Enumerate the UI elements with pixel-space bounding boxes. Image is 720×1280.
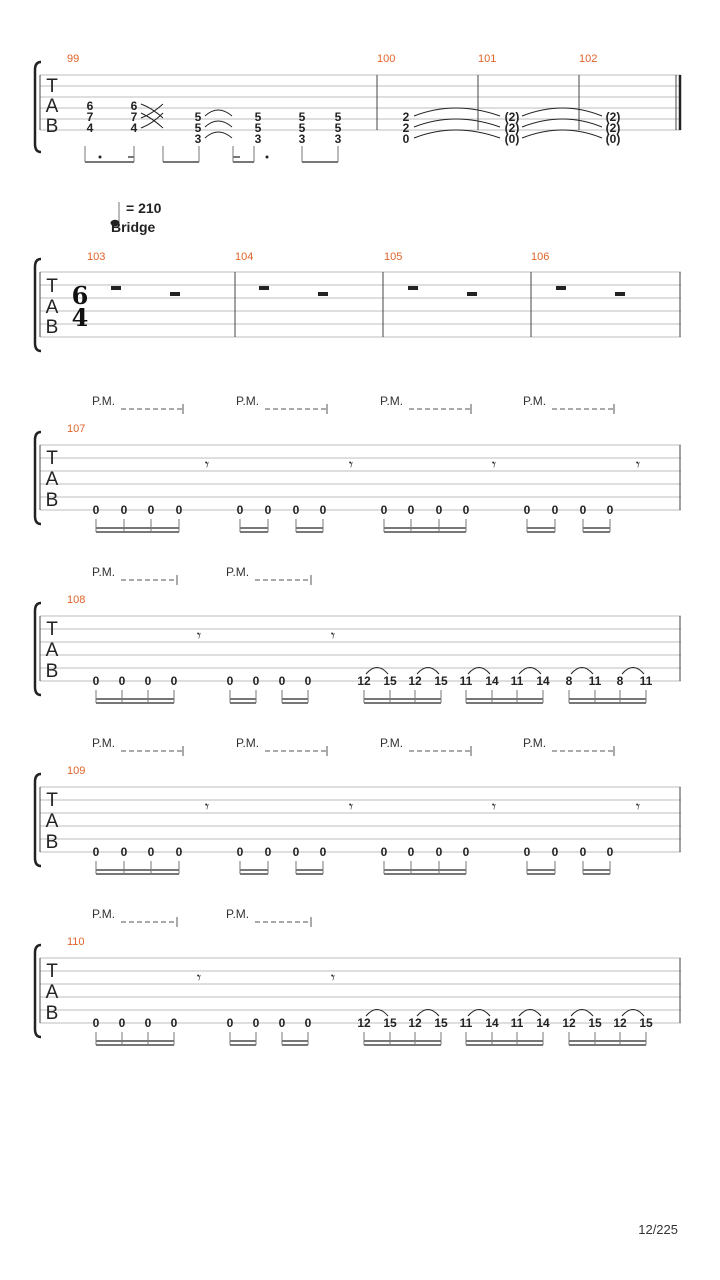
fret-number: 4 (86, 121, 94, 135)
fret-number: 0 (175, 845, 183, 859)
fret-number: 14 (485, 1016, 499, 1030)
fret-number: (2) (605, 110, 621, 124)
measure-number: 105 (384, 251, 403, 263)
half-rest (615, 292, 625, 296)
eighth-rest-icon: 𝄾 (491, 797, 497, 816)
palm-mute-label: P.M. (380, 736, 404, 750)
eighth-rest-icon: 𝄾 (196, 626, 202, 645)
fret-number: 5 (254, 110, 262, 124)
rhythm (96, 861, 610, 874)
staff-lines (40, 958, 681, 1023)
palm-mute (92, 394, 183, 414)
palm-mute (226, 565, 311, 585)
fret-number: 11 (459, 674, 473, 688)
system-2 (35, 251, 681, 351)
fret-number: 0 (380, 845, 388, 859)
eighth-rest-icon: 𝄾 (348, 455, 354, 474)
eighth-rest-icon: 𝄾 (635, 797, 641, 816)
half-rest (318, 292, 328, 296)
palm-mute (523, 736, 614, 756)
fret-number: 0 (147, 845, 155, 859)
fret-number: 0 (579, 503, 587, 517)
fret-number: (0) (605, 132, 621, 146)
eighth-rest-icon: 𝄾 (330, 626, 336, 645)
fret-number: 15 (639, 1016, 653, 1030)
fret-number: 0 (264, 845, 272, 859)
fret-number: 0 (579, 845, 587, 859)
staff-lines (40, 272, 681, 337)
fret-number: 0 (120, 503, 128, 517)
palm-mute-label: P.M. (92, 907, 116, 921)
fret-number: 14 (536, 674, 550, 688)
rests (111, 286, 625, 296)
eighth-rest-icon: 𝄾 (196, 968, 202, 987)
tab-letter-b: B (45, 490, 59, 511)
fret-number: 0 (606, 845, 614, 859)
fret-number: 0 (523, 503, 531, 517)
section-label: Bridge (111, 219, 156, 235)
page-number: 12/225 (638, 1222, 678, 1237)
eighth-rest-icon: 𝄾 (491, 455, 497, 474)
chord (403, 110, 410, 146)
palm-mute-label: P.M. (226, 907, 250, 921)
chord (255, 110, 262, 146)
palm-mute-label: P.M. (92, 565, 116, 579)
fret-number: 0 (264, 503, 272, 517)
tab-letter-b: B (45, 116, 59, 137)
fret-number: 12 (357, 1016, 371, 1030)
fret-number: 2 (402, 110, 410, 124)
fret-number: 11 (588, 674, 602, 688)
tab-letter-t: T (46, 276, 58, 297)
fret-number: 12 (562, 1016, 576, 1030)
rhythm (96, 1032, 646, 1045)
system-4 (35, 565, 681, 703)
tab-letter-t: T (46, 961, 58, 982)
fret-number: 0 (175, 503, 183, 517)
fret-number: (0) (504, 132, 520, 146)
fret-number: 0 (118, 674, 126, 688)
time-signature-top: 6 (71, 281, 89, 310)
fret-number: 11 (510, 674, 524, 688)
system-3 (35, 394, 681, 532)
chord (505, 110, 520, 146)
fret-number: 12 (613, 1016, 627, 1030)
fret-number: 0 (92, 1016, 100, 1030)
fret-number: 3 (194, 132, 202, 146)
fret-number: 8 (565, 674, 573, 688)
palm-mute-label: P.M. (523, 736, 547, 750)
fret-number: 5 (298, 110, 306, 124)
fret-number: 0 (523, 845, 531, 859)
fret-number: 7 (130, 110, 138, 124)
chord (131, 99, 138, 135)
whole-rest (556, 286, 566, 290)
fret-number: 0 (380, 503, 388, 517)
fret-number: 0 (435, 503, 443, 517)
whole-rest (259, 286, 269, 290)
palm-mute-label: P.M. (236, 736, 260, 750)
fret-number: 4 (130, 121, 138, 135)
half-rest (170, 292, 180, 296)
measure-number: 100 (377, 53, 396, 65)
fret-number: 0 (226, 1016, 234, 1030)
tab-letter-t: T (46, 448, 58, 469)
fret-number: 5 (334, 110, 342, 124)
measure-number: 110 (67, 936, 85, 948)
fret-number: 0 (407, 845, 415, 859)
fret-number: 0 (407, 503, 415, 517)
whole-rest (111, 286, 121, 290)
fret-number: 0 (551, 503, 559, 517)
fret-number: 0 (92, 674, 100, 688)
fret-number: 0 (292, 845, 300, 859)
fret-number: 5 (194, 110, 202, 124)
fret-number: 12 (408, 1016, 422, 1030)
measure-number: 99 (67, 53, 80, 65)
fret-number: 14 (485, 674, 499, 688)
rhythm (96, 519, 610, 532)
fret-number: 0 (147, 503, 155, 517)
palm-mute-label: P.M. (523, 394, 547, 408)
system-5 (35, 736, 681, 874)
fret-number: 0 (144, 1016, 152, 1030)
fret-number: 0 (252, 674, 260, 688)
fret-number: (2) (504, 110, 520, 124)
tab-letter-t: T (46, 76, 58, 97)
palm-mute-label: P.M. (92, 394, 116, 408)
tab-letter-b: B (45, 661, 59, 682)
chord (87, 99, 94, 135)
fret-number: 3 (334, 132, 342, 146)
fret-number: 0 (226, 674, 234, 688)
fret-number: 3 (298, 132, 306, 146)
rhythm (85, 146, 338, 162)
whole-rest (408, 286, 418, 290)
chord (299, 110, 306, 146)
fret-number: 8 (616, 674, 624, 688)
fret-number: 15 (434, 674, 448, 688)
fret-number: 0 (236, 845, 244, 859)
fret-number: 0 (170, 674, 178, 688)
fret-number: 15 (588, 1016, 602, 1030)
system-1 (35, 53, 681, 162)
tab-letter-b: B (45, 1003, 59, 1024)
tab-letter-b: B (45, 832, 59, 853)
measure-number: 106 (531, 251, 550, 263)
fret-number: 0 (92, 503, 100, 517)
fret-number: 0 (304, 1016, 312, 1030)
tab-letter-a: A (45, 640, 59, 661)
fret-number: 14 (536, 1016, 550, 1030)
fret-number: 12 (408, 674, 422, 688)
tab-letter-a: A (45, 297, 59, 318)
fret-number: 0 (118, 1016, 126, 1030)
fret-number: 0 (319, 845, 327, 859)
fret-number: 12 (357, 674, 371, 688)
fret-number: 7 (86, 110, 94, 124)
fret-number: 0 (236, 503, 244, 517)
eighth-rest-icon: 𝄾 (348, 797, 354, 816)
palm-mute (523, 394, 614, 414)
chord (335, 110, 342, 146)
measure-number: 102 (579, 53, 598, 65)
palm-mute (380, 394, 471, 414)
fret-number: 5 (334, 121, 342, 135)
palm-mute-label: P.M. (236, 394, 260, 408)
fret-number: 15 (383, 674, 397, 688)
eighth-rest-icon: 𝄾 (330, 968, 336, 987)
tab-letter-t: T (46, 619, 58, 640)
palm-mute (236, 394, 327, 414)
measure-number: 109 (67, 765, 86, 777)
chord (195, 110, 202, 146)
fret-number: 0 (402, 132, 410, 146)
staff-lines (40, 445, 681, 510)
palm-mute-label: P.M. (380, 394, 404, 408)
staff-lines (40, 616, 681, 681)
measure-number: 103 (87, 251, 106, 263)
system-6 (35, 907, 681, 1045)
tab-letter-a: A (45, 469, 59, 490)
fret-number: 11 (510, 1016, 524, 1030)
fret-number: 0 (278, 1016, 286, 1030)
palm-mute (92, 907, 177, 927)
tab-letter-a: A (45, 811, 59, 832)
fret-number: 0 (319, 503, 327, 517)
fret-number: 11 (639, 674, 653, 688)
eighth-rest-icon: 𝄾 (635, 455, 641, 474)
fret-number: 0 (551, 845, 559, 859)
time-signature-bottom: 4 (71, 303, 89, 332)
fret-number: 6 (130, 99, 138, 113)
fret-number: 0 (278, 674, 286, 688)
palm-mute (380, 736, 471, 756)
fret-number: (2) (504, 121, 520, 135)
fret-number: 0 (304, 674, 312, 688)
fret-number: 0 (252, 1016, 260, 1030)
fret-number: 5 (254, 121, 262, 135)
fret-number: 15 (434, 1016, 448, 1030)
eighth-rest-icon: 𝄾 (204, 455, 210, 474)
rhythm (96, 690, 646, 703)
fret-number: 5 (194, 121, 202, 135)
fret-number: 0 (92, 845, 100, 859)
staff-lines (40, 787, 681, 852)
fret-number: (2) (605, 121, 621, 135)
palm-mute (236, 736, 327, 756)
tempo-value: = 210 (126, 200, 162, 216)
tab-letter-b: B (45, 317, 59, 338)
palm-mute (226, 907, 311, 927)
tempo-marking (111, 200, 162, 235)
palm-mute (92, 736, 183, 756)
fret-number: 0 (292, 503, 300, 517)
fret-number: 0 (120, 845, 128, 859)
eighth-rest-icon: 𝄾 (204, 797, 210, 816)
fret-number: 11 (459, 1016, 473, 1030)
tab-letter-a: A (45, 96, 59, 117)
fret-number: 0 (170, 1016, 178, 1030)
measure-number: 108 (67, 594, 86, 606)
palm-mute (92, 565, 177, 585)
fret-number: 5 (298, 121, 306, 135)
palm-mute-label: P.M. (226, 565, 250, 579)
fret-number: 0 (462, 503, 470, 517)
fret-number: 0 (144, 674, 152, 688)
tab-letter-a: A (45, 982, 59, 1003)
measure-number: 104 (235, 251, 254, 263)
measure-number: 101 (478, 53, 497, 65)
fret-number: 3 (254, 132, 262, 146)
chord (606, 110, 621, 146)
half-rest (467, 292, 477, 296)
fret-number: 0 (606, 503, 614, 517)
measure-number: 107 (67, 423, 86, 435)
tab-letter-t: T (46, 790, 58, 811)
fret-number: 15 (383, 1016, 397, 1030)
palm-mute-label: P.M. (92, 736, 116, 750)
fret-number: 0 (435, 845, 443, 859)
fret-number: 0 (462, 845, 470, 859)
fret-number: 2 (402, 121, 410, 135)
fret-number: 6 (86, 99, 94, 113)
